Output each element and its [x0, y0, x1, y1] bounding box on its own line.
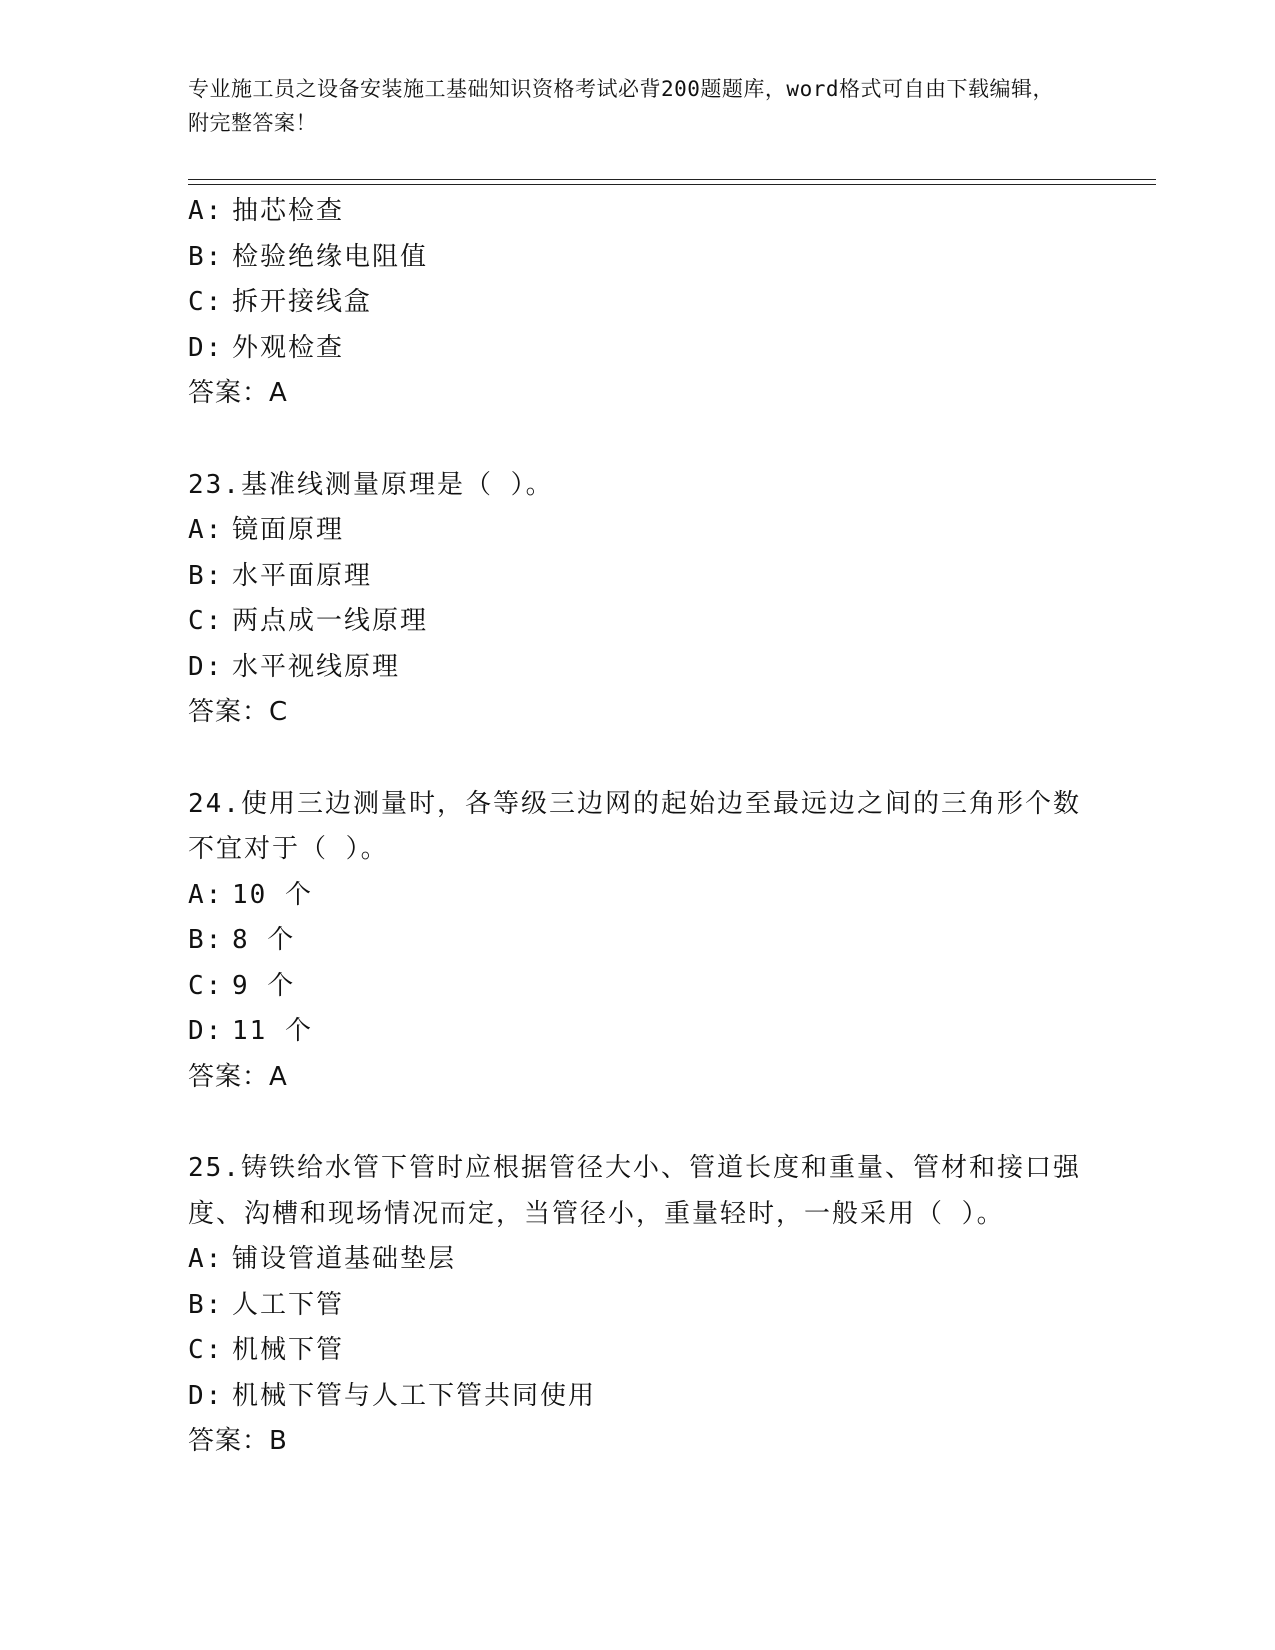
option-label: A:: [188, 879, 224, 910]
question-stem: 24.使用三边测量时，各等级三边网的起始边至最远边之间的三角形个数不宜对于（ ）。: [188, 788, 1081, 864]
question-spacer: [188, 1100, 1148, 1146]
question-stem: 23.基准线测量原理是（ ）。: [188, 469, 554, 500]
option-b: [188, 918, 1148, 964]
option-c: [188, 280, 1148, 326]
question-stem: 25.铸铁给水管下管时应根据管径大小、管道长度和重量、管材和接口强度、沟槽和现场情况而定，当管径小，重量轻时，一般采用（ ）。: [188, 1153, 1081, 1229]
option-label: C:: [188, 1335, 224, 1365]
option-label: B:: [188, 241, 224, 272]
answer-line: 答案：A: [188, 378, 288, 408]
option-label: D:: [188, 1380, 224, 1411]
option-a: [188, 1237, 1148, 1283]
option-label: B:: [188, 1289, 224, 1320]
option-text: 机械下管: [232, 1335, 345, 1365]
option-label: A:: [188, 196, 224, 226]
option-d: [188, 326, 1148, 372]
answer-line: 答案：C: [188, 697, 289, 727]
option-label: C:: [188, 970, 224, 1001]
option-label: B:: [188, 560, 224, 591]
option-c: [188, 964, 1148, 1010]
option-b: [188, 235, 1148, 281]
answer-line: 答案：A: [188, 1061, 288, 1092]
option-text: 8 个: [232, 925, 296, 955]
option-text: 镜面原理: [232, 515, 345, 545]
option-label: C:: [188, 606, 224, 636]
question-list: [188, 189, 1148, 1465]
option-text: 拆开接线盒: [232, 287, 373, 317]
answer-line: 答案：B: [188, 1426, 288, 1456]
option-text: 人工下管: [232, 1289, 345, 1320]
document-page: [188, 0, 1158, 1650]
option-text: 9 个: [232, 970, 296, 1001]
option-text: 水平视线原理: [232, 651, 401, 682]
option-a: [188, 508, 1148, 554]
option-label: B:: [188, 925, 224, 955]
option-b: [188, 554, 1148, 600]
question-spacer: [188, 417, 1148, 463]
option-text: 铺设管道基础垫层: [232, 1244, 457, 1274]
option-text: 抽芯检查: [232, 196, 345, 226]
question-item: [188, 782, 1148, 1101]
option-label: D:: [188, 1016, 224, 1046]
option-d: [188, 1374, 1148, 1420]
option-c: [188, 1328, 1148, 1374]
option-c: [188, 599, 1148, 645]
question-spacer: [188, 736, 1148, 782]
option-label: A:: [188, 515, 224, 545]
option-text: 11 个: [232, 1016, 313, 1046]
option-text: 10 个: [232, 879, 313, 910]
option-text: 检验绝缘电阻值: [232, 241, 429, 272]
option-b: [188, 1283, 1148, 1329]
question-item: [188, 189, 1148, 417]
option-text: 外观检查: [232, 332, 345, 363]
option-d: [188, 1009, 1148, 1055]
document-header: 专业施工员之设备安装施工基础知识资格考试必背200题题库，word格式可自由下载编辑，附完整答案！: [188, 77, 1054, 135]
option-label: D:: [188, 651, 224, 682]
option-label: A:: [188, 1244, 224, 1274]
option-label: C:: [188, 287, 224, 317]
option-label: D:: [188, 332, 224, 363]
option-d: [188, 645, 1148, 691]
question-item: [188, 1146, 1148, 1465]
option-a: [188, 189, 1148, 235]
question-item: [188, 463, 1148, 736]
option-a: [188, 873, 1148, 919]
option-text: 机械下管与人工下管共同使用: [232, 1380, 597, 1411]
option-text: 水平面原理: [232, 560, 373, 591]
header-divider: [188, 179, 1156, 185]
option-text: 两点成一线原理: [232, 606, 429, 636]
